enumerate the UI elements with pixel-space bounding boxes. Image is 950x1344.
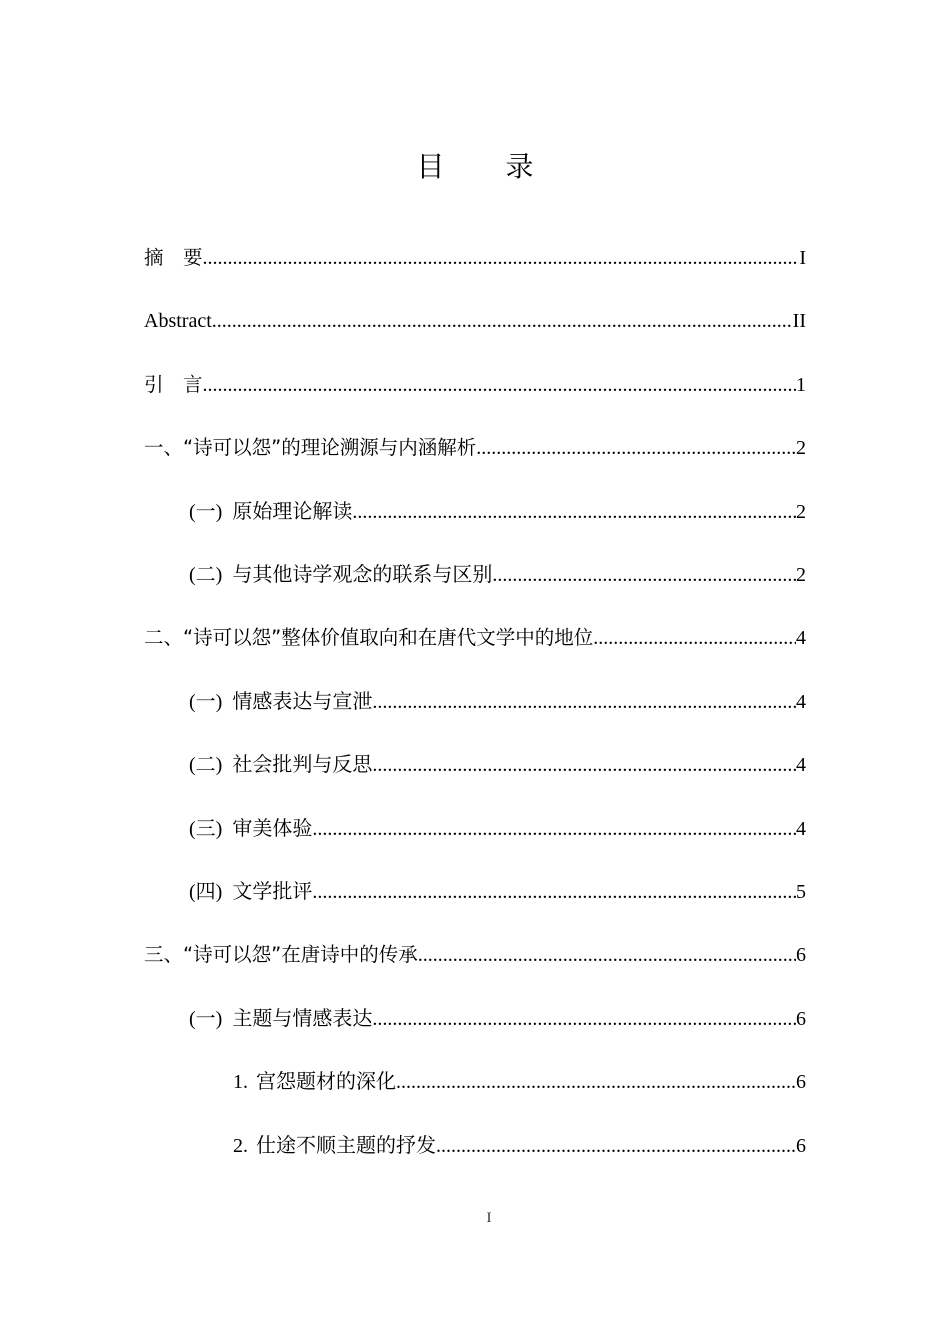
toc-entry[interactable]: [189, 874, 806, 904]
toc-entry-label: [144, 436, 476, 460]
toc-dot-leader: [352, 500, 796, 524]
toc-entry-page: 4: [796, 627, 806, 650]
toc-entry-text: 仕途不顺主题的抒发: [256, 1134, 436, 1157]
toc-dot-leader: [203, 373, 796, 397]
toc-dot-leader: [476, 436, 796, 460]
toc-dot-leader: [372, 1007, 796, 1031]
toc-entry-label: [144, 626, 593, 650]
toc-dot-leader: [492, 563, 796, 587]
toc-entry-page: 6: [796, 1134, 806, 1157]
toc-entry[interactable]: [144, 430, 806, 460]
toc-entry-page: II: [792, 310, 806, 333]
toc-entry-page: 5: [796, 881, 806, 903]
toc-entry[interactable]: [144, 303, 806, 333]
toc-dot-leader: [418, 943, 796, 967]
toc-entry-page: 1: [796, 373, 806, 396]
toc-entry-text: 三、“诗可以怨”在唐诗中的传承: [144, 943, 418, 967]
toc-dot-leader: [593, 626, 796, 650]
toc-entry-page: 4: [796, 690, 806, 713]
toc-entry-number: 1.: [233, 1071, 248, 1094]
toc-title: 目 录: [416, 150, 560, 183]
toc-entry-page: I: [799, 247, 806, 269]
toc-entry-text: 摘 要: [144, 246, 203, 269]
toc-entry-text: Abstract: [144, 310, 212, 333]
toc-dot-leader: [203, 246, 800, 270]
toc-entry-text: 宫怨题材的深化: [256, 1071, 396, 1094]
toc-entry-page: 2: [796, 500, 806, 523]
page-number-footer: I: [486, 1210, 492, 1226]
toc-dot-leader: [372, 753, 796, 777]
toc-entry-page: 2: [796, 437, 806, 460]
toc-dot-leader: [396, 1070, 796, 1094]
toc-entry-page: 6: [796, 944, 806, 967]
toc-dot-leader: [212, 309, 793, 333]
toc-entry[interactable]: [144, 367, 806, 397]
toc-entry[interactable]: [189, 494, 806, 524]
toc-entry-label: [144, 309, 212, 333]
toc-entry-page: 4: [796, 754, 806, 777]
toc-entry[interactable]: [189, 557, 806, 587]
toc-entry[interactable]: [144, 240, 806, 270]
toc-entry-number: (一): [189, 690, 223, 713]
toc-entry-number: 2.: [233, 1134, 248, 1157]
toc-entry-text: 情感表达与宣泄: [232, 690, 373, 713]
toc-entry-number: (一): [189, 500, 223, 523]
toc-entry-label: [144, 246, 203, 270]
toc-entry-text: 二、“诗可以怨”整体价值取向和在唐代文学中的地位: [144, 626, 594, 650]
toc-entry-text: 与其他诗学观念的联系与区别: [232, 564, 493, 586]
toc-entry-text: 原始理论解读: [232, 500, 353, 523]
toc-entry-label: [189, 500, 352, 524]
toc-entry-number: (三): [189, 817, 223, 840]
toc-entry-page: 4: [796, 817, 806, 840]
toc-entry-page: 6: [796, 1071, 806, 1094]
toc-entry-label: [189, 880, 312, 904]
toc-entry-number: (二): [189, 564, 223, 586]
toc-entry-label: [233, 1134, 436, 1158]
toc-entry-text: 社会批判与反思: [232, 754, 373, 777]
toc-entry-label: [233, 1070, 396, 1094]
toc-entry[interactable]: [189, 684, 806, 714]
toc-entry-label: [189, 690, 372, 714]
toc-dot-leader: [372, 690, 796, 714]
toc-entry[interactable]: [144, 937, 806, 967]
toc-entry-label: [189, 817, 312, 841]
toc-entry-text: 主题与情感表达: [232, 1007, 373, 1030]
toc-entry-number: (一): [189, 1007, 223, 1030]
toc-entry[interactable]: [189, 1001, 806, 1031]
toc-entry-label: [144, 943, 418, 967]
toc-entry-text: 一、“诗可以怨”的理论溯源与内涵解析: [144, 436, 477, 460]
toc-entry[interactable]: [233, 1128, 806, 1158]
toc-entry[interactable]: [189, 811, 806, 841]
toc-entry-label: [189, 563, 492, 587]
toc-entry-page: 6: [796, 1007, 806, 1030]
toc-entry-text: 审美体验: [232, 817, 313, 840]
toc-dot-leader: [312, 817, 796, 841]
toc-entry-label: [189, 1007, 372, 1031]
toc-entry[interactable]: [233, 1064, 806, 1094]
toc-entry-number: (二): [189, 754, 223, 777]
toc-dot-leader: [436, 1134, 796, 1158]
toc-entry-label: [144, 373, 203, 397]
toc-entry-page: 2: [796, 564, 806, 586]
toc-entry-text: 文学批评: [232, 881, 313, 903]
toc-entry-text: 引 言: [144, 372, 203, 396]
toc-entry-label: [189, 753, 372, 777]
toc-entry[interactable]: [189, 747, 806, 777]
toc-dot-leader: [312, 880, 796, 904]
toc-entry[interactable]: [144, 620, 806, 650]
toc-entry-number: (四): [189, 881, 223, 903]
